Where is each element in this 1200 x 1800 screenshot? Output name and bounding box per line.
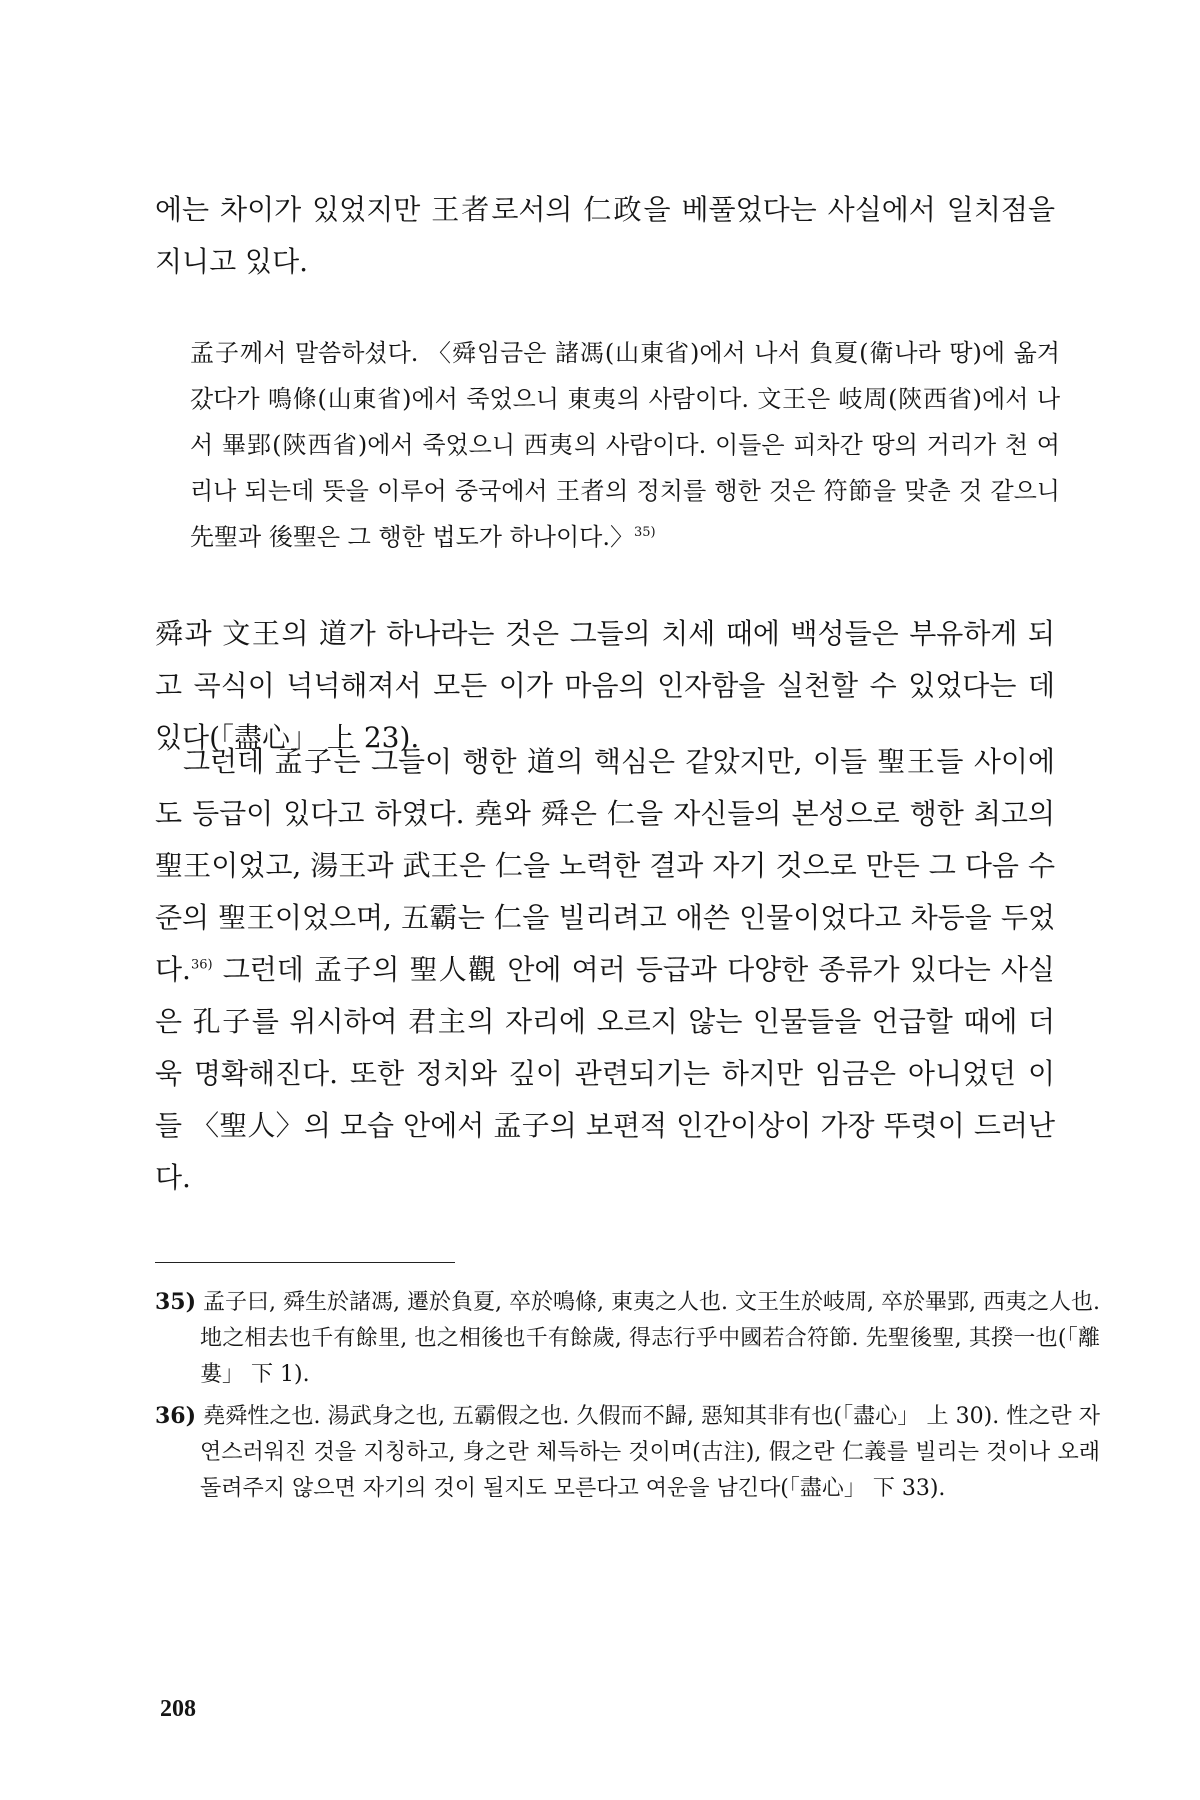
footnote-ref-36[interactable]: 36) [190,957,213,973]
page-number: 208 [160,1696,196,1722]
footnote-divider [155,1262,455,1263]
body-paragraph-2: 舜과 文王의 道가 하나라는 것은 그들의 치세 때에 백성들은 부유하게 되고 곡식이 넉넉해져서 모든 이가 마음의 인자함을 실천할 수 있었다는 데 있다(「盡心」 上 23). [155,617,1055,754]
paragraph-3-text-a: 그런데 孟子는 그들이 행한 道의 핵심은 같았지만, 이들 聖王들 사이에도 등급이 있다고 하였다. 堯와 舜은 仁을 자신들의 본성으로 행한 최고의 聖王이었고, 湯王과 武王은 仁을 노력한 결과 자기 것으로 만든 그 다음 수준의 聖王이었으며, 五霸는 仁을 빌리려고 애쓴 인물이었다고 차등을 두었다. [155,745,1055,986]
footnote-35 [155,1284,1100,1393]
footnote-text: 孟子曰, 舜生於諸馮, 遷於負夏, 卒於鳴條, 東夷之人也. 文王生於岐周, 卒於畢郢, 西夷之人也. 地之相去也千有餘里, 也之相後也千有餘歲, 得志行乎中國若合符節. 先聖後聖, 其揆一也(「離婁」 下 1). [200,1290,1100,1387]
footnote-36 [155,1398,1100,1507]
paragraph-3-text-b: 그런데 孟子의 聖人觀 안에 여러 등급과 다양한 종류가 있다는 사실은 孔子를 위시하여 君主의 자리에 오르지 않는 인물들을 언급할 때에 더욱 명확해진다. 또한 정치와 깊이 관련되기는 하지만 임금은 아니었던 이들 〈聖人〉의 모습 안에서 孟子의 보편적 인간이상이 가장 뚜렷이 드러난다. [155,953,1055,1194]
footnote-text: 堯舜性之也. 湯武身之也, 五霸假之也. 久假而不歸, 惡知其非有也(「盡心」 上 30). 性之란 자연스러워진 것을 지칭하고, 身之란 체득하는 것이며(古注), 假之란 仁義를 빌리는 것이나 오래 돌려주지 않으면 자기의 것이 될지도 모른다고 여운을 남긴다(「盡心」 下 33). [200,1404,1100,1501]
footnote-ref-35[interactable]: 35) [633,525,656,540]
body-paragraph-3 [155,736,1055,1204]
quote-text: 孟子께서 말씀하셨다. 〈舜임금은 諸馮(山東省)에서 나서 負夏(衛나라 땅)에 옮겨 갔다가 鳴條(山東省)에서 죽었으니 東夷의 사람이다. 文王은 岐周(陝西省)에서 나서 畢郢(陝西省)에서 죽었으니 西夷의 사람이다. 이들은 피차간 땅의 거리가 천 여 리나 되는데 뜻을 이루어 중국에서 王者의 정치를 행한 것은 符節을 맞춘 것 같으니 先聖과 後聖은 그 행한 법도가 하나이다.〉 [190,339,1060,551]
footnote-number: 36) [155,1403,197,1429]
block-quote [190,330,1060,560]
body-paragraph-1: 에는 차이가 있었지만 王者로서의 仁政을 베풀었다는 사실에서 일치점을 지니고 있다. [155,193,1055,278]
footnote-number: 35) [155,1289,197,1315]
